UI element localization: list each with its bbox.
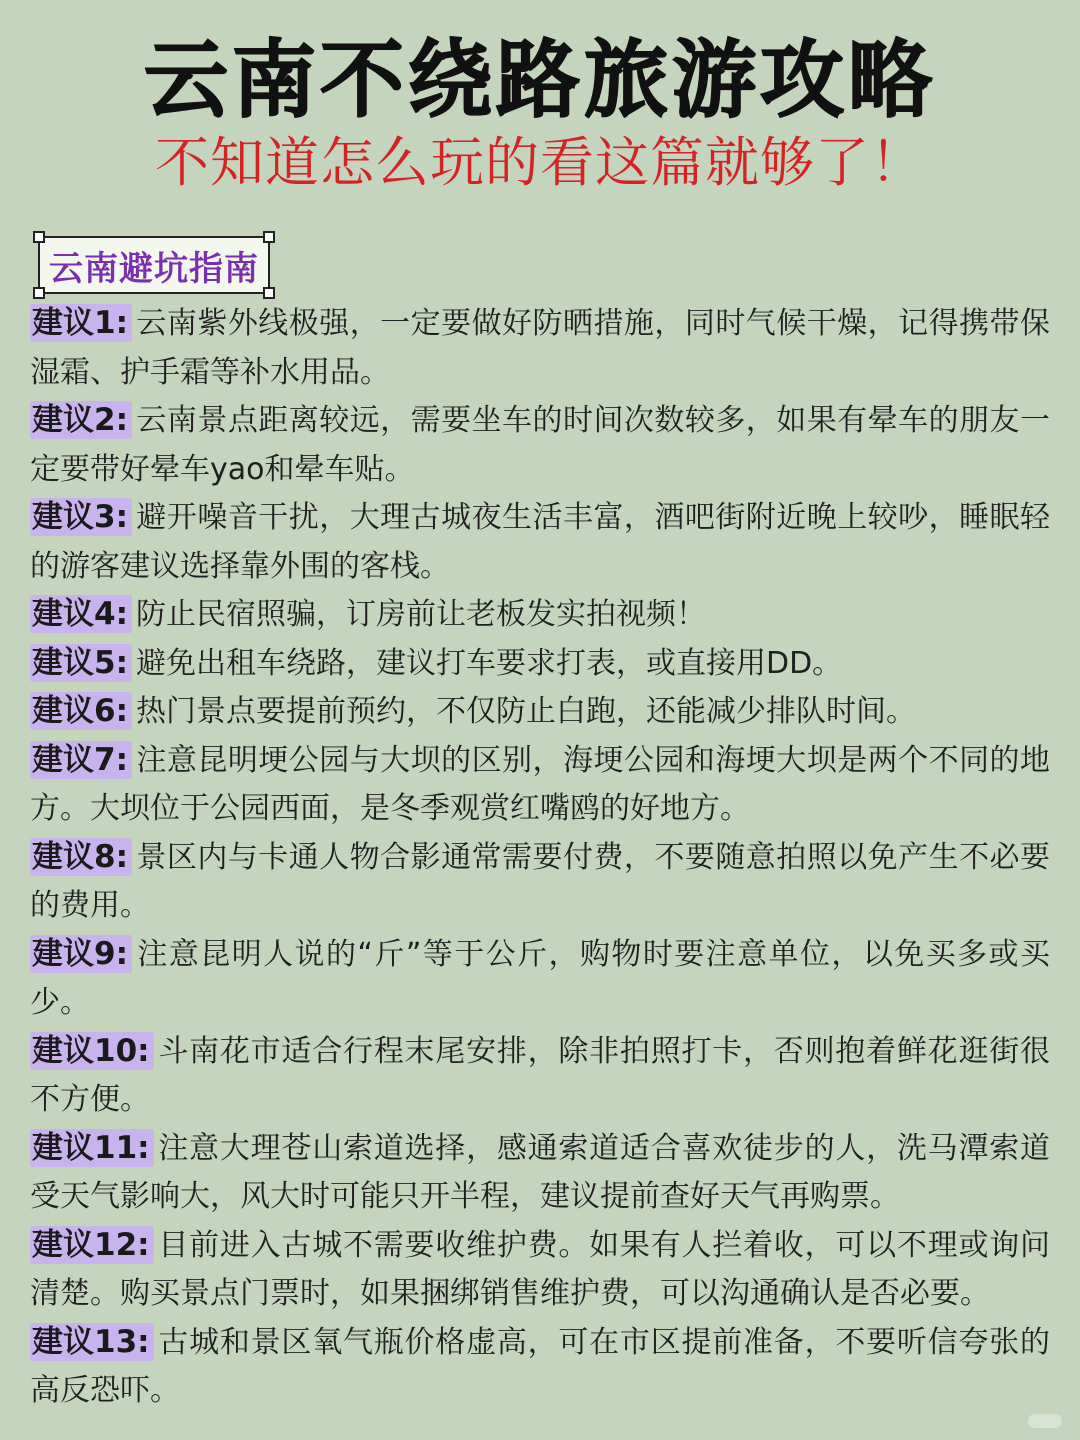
tip-label: 建议6: [30, 692, 132, 730]
tip-item [30, 688, 1050, 737]
section-label: 云南避坑指南 [49, 248, 259, 289]
tip-text: 避免出租车绕路，建议打车要求打表，或直接用DD。 [135, 645, 843, 681]
resize-handle-bottom-right [263, 287, 275, 299]
tip-item [30, 300, 1050, 397]
tip-item [30, 1319, 1050, 1416]
tip-text: 景区内与卡通人物合影通常需要付费，不要随意拍照以免产生不必要的费用。 [30, 839, 1050, 923]
tip-item [30, 1125, 1050, 1222]
tip-item [30, 737, 1050, 834]
tips-list [30, 300, 1050, 1416]
tip-item [30, 640, 1050, 689]
tip-item [30, 834, 1050, 931]
tip-text: 热门景点要提前预约，不仅防止白跑，还能减少排队时间。 [135, 694, 916, 729]
resize-handle-top-left [33, 231, 45, 243]
tip-label: 建议2: [30, 401, 132, 439]
tip-item [30, 1222, 1050, 1319]
tip-label: 建议7: [30, 741, 132, 779]
page-subtitle: 不知道怎么玩的看这篇就够了！ [155, 131, 925, 194]
resize-handle-top-right [263, 231, 275, 243]
tip-text: 目前进入古城不需要收维护费。如果有人拦着收，可以不理或询问清楚。购买景点门票时，如果捆绑销售维护费，可以沟通确认是否必要。 [30, 1227, 1050, 1311]
tip-item [30, 397, 1050, 494]
tip-label: 建议13: [30, 1323, 154, 1361]
tip-item [30, 591, 1050, 640]
tip-label: 建议4: [30, 595, 132, 633]
tip-text: 防止民宿照骗，订房前让老板发实拍视频！ [135, 597, 706, 632]
tip-label: 建议9: [30, 935, 132, 973]
tip-label: 建议5: [30, 644, 132, 682]
tip-item [30, 1028, 1050, 1125]
tip-label: 建议8: [30, 838, 132, 876]
tip-label: 建议3: [30, 498, 132, 536]
tip-text: 注意昆明人说的“斤”等于公斤，购物时要注意单位，以免买多或买少。 [30, 936, 1050, 1020]
tip-label: 建议1: [30, 304, 132, 342]
tip-item [30, 931, 1050, 1028]
page-title: 云南不绕路旅游攻略 [143, 31, 936, 129]
tip-text: 避开噪音干扰，大理古城夜生活丰富，酒吧街附近晚上较吵，睡眠轻的游客建议选择靠外围的客栈。 [30, 500, 1050, 584]
tip-label: 建议10: [30, 1032, 154, 1070]
tip-text: 注意大理苍山索道选择，感通索道适合喜欢徒步的人，洗马潭索道受天气影响大，风大时可能只开半程，建议提前查好天气再购票。 [30, 1130, 1050, 1214]
tip-text: 注意昆明埂公园与大坝的区别，海埂公园和海埂大坝是两个不同的地方。大坝位于公园西面，是冬季观赏红嘴鸥的好地方。 [30, 742, 1050, 826]
resize-handle-bottom-left [33, 287, 45, 299]
tip-text: 云南紫外线极强，一定要做好防晒措施，同时气候干燥，记得携带保湿霜、护手霜等补水用品。 [30, 306, 1050, 390]
tip-text: 斗南花市适合行程末尾安排，除非拍照打卡，否则抱着鲜花逛街很不方便。 [30, 1033, 1050, 1117]
tip-label: 建议11: [30, 1129, 154, 1167]
section-label-box [38, 236, 270, 294]
watermark [1028, 1414, 1062, 1428]
tip-label: 建议12: [30, 1226, 154, 1264]
tip-text: 云南景点距离较远，需要坐车的时间次数较多，如果有晕车的朋友一定要带好晕车yao和晕车贴。 [30, 403, 1050, 487]
tip-text: 古城和景区氧气瓶价格虚高，可在市区提前准备，不要听信夸张的高反恐吓。 [30, 1324, 1050, 1408]
tip-item [30, 494, 1050, 591]
